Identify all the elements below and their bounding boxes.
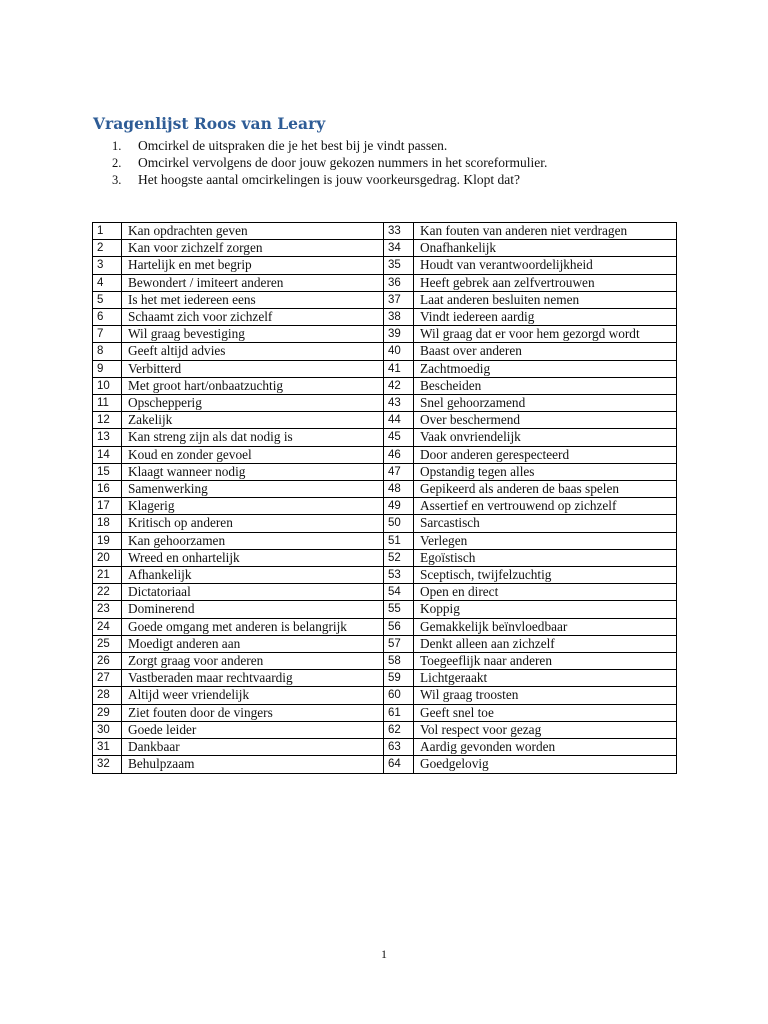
table-row [93,670,677,687]
table-row [93,412,677,429]
table-row [93,739,677,756]
right-statement-cell: Aardig gevonden worden [414,739,677,756]
right-number-cell: 38 [384,309,414,326]
left-number-cell: 11 [93,395,122,412]
right-statement-cell: Kan fouten van anderen niet verdragen [414,223,677,240]
right-statement-cell: Sceptisch, twijfelzuchtig [414,567,677,584]
right-statement-cell: Vaak onvriendelijk [414,429,677,446]
left-number-cell: 27 [93,670,122,687]
table-row [93,446,677,463]
right-statement-cell: Sarcastisch [414,515,677,532]
left-number-cell: 2 [93,240,122,257]
left-statement-cell: Zakelijk [122,412,384,429]
right-number-cell: 37 [384,291,414,308]
instruction-item [112,171,547,188]
left-statement-cell: Kritisch op anderen [122,515,384,532]
right-number-cell: 45 [384,429,414,446]
table-row [93,343,677,360]
left-statement-cell: Met groot hart/onbaatzuchtig [122,377,384,394]
right-number-cell: 48 [384,481,414,498]
table-row [93,567,677,584]
table-row [93,601,677,618]
instruction-number: 2. [112,156,122,170]
left-statement-cell: Altijd weer vriendelijk [122,687,384,704]
right-statement-cell: Assertief en vertrouwend op zichzelf [414,498,677,515]
right-statement-cell: Gemakkelijk beïnvloedbaar [414,618,677,635]
right-number-cell: 39 [384,326,414,343]
instructions-list [112,137,547,188]
instruction-number: 3. [112,173,122,187]
right-number-cell: 53 [384,567,414,584]
table-row [93,274,677,291]
right-number-cell: 56 [384,618,414,635]
left-number-cell: 4 [93,274,122,291]
table-row [93,395,677,412]
left-statement-cell: Kan opdrachten geven [122,223,384,240]
right-number-cell: 47 [384,463,414,480]
right-number-cell: 61 [384,704,414,721]
right-number-cell: 34 [384,240,414,257]
left-statement-cell: Goede omgang met anderen is belangrijk [122,618,384,635]
table-row [93,721,677,738]
statements-table-body [93,223,677,774]
left-number-cell: 20 [93,549,122,566]
left-statement-cell: Wreed en onhartelijk [122,549,384,566]
right-statement-cell: Vol respect voor gezag [414,721,677,738]
left-number-cell: 24 [93,618,122,635]
left-statement-cell: Kan voor zichzelf zorgen [122,240,384,257]
table-row [93,223,677,240]
right-number-cell: 59 [384,670,414,687]
table-row [93,756,677,773]
right-statement-cell: Lichtgeraakt [414,670,677,687]
right-number-cell: 50 [384,515,414,532]
left-number-cell: 5 [93,291,122,308]
right-statement-cell: Over beschermend [414,412,677,429]
right-statement-cell: Onafhankelijk [414,240,677,257]
table-row [93,326,677,343]
table-row [93,463,677,480]
right-statement-cell: Zachtmoedig [414,360,677,377]
right-statement-cell: Wil graag dat er voor hem gezorgd wordt [414,326,677,343]
left-number-cell: 19 [93,532,122,549]
left-statement-cell: Moedigt anderen aan [122,635,384,652]
left-number-cell: 30 [93,721,122,738]
right-number-cell: 62 [384,721,414,738]
left-statement-cell: Klagerig [122,498,384,515]
right-statement-cell: Goedgelovig [414,756,677,773]
left-statement-cell: Zorgt graag voor anderen [122,653,384,670]
right-number-cell: 46 [384,446,414,463]
left-statement-cell: Koud en zonder gevoel [122,446,384,463]
left-number-cell: 16 [93,481,122,498]
left-number-cell: 26 [93,653,122,670]
right-number-cell: 49 [384,498,414,515]
table-row [93,481,677,498]
right-number-cell: 35 [384,257,414,274]
right-number-cell: 60 [384,687,414,704]
instruction-item [112,154,547,171]
table-row [93,240,677,257]
left-statement-cell: Samenwerking [122,481,384,498]
right-statement-cell: Door anderen gerespecteerd [414,446,677,463]
right-statement-cell: Bescheiden [414,377,677,394]
table-row [93,584,677,601]
right-number-cell: 55 [384,601,414,618]
right-statement-cell: Open en direct [414,584,677,601]
instruction-text: Het hoogste aantal omcirkelingen is jouw voorkeursgedrag. Klopt dat? [138,172,521,187]
left-statement-cell: Wil graag bevestiging [122,326,384,343]
right-number-cell: 64 [384,756,414,773]
instruction-item [112,137,547,154]
statements-table [92,222,677,774]
table-row [93,309,677,326]
left-number-cell: 8 [93,343,122,360]
table-row [93,515,677,532]
left-number-cell: 18 [93,515,122,532]
left-number-cell: 31 [93,739,122,756]
right-statement-cell: Verlegen [414,532,677,549]
left-number-cell: 9 [93,360,122,377]
left-statement-cell: Goede leider [122,721,384,738]
left-number-cell: 29 [93,704,122,721]
page-title: Vragenlijst Roos van Leary [93,114,326,133]
left-statement-cell: Ziet fouten door de vingers [122,704,384,721]
table-row [93,653,677,670]
left-statement-cell: Behulpzaam [122,756,384,773]
left-statement-cell: Dominerend [122,601,384,618]
right-statement-cell: Opstandig tegen alles [414,463,677,480]
right-statement-cell: Houdt van verantwoordelijkheid [414,257,677,274]
right-number-cell: 36 [384,274,414,291]
left-statement-cell: Opschepperig [122,395,384,412]
left-statement-cell: Dankbaar [122,739,384,756]
left-statement-cell: Is het met iedereen eens [122,291,384,308]
table-row [93,635,677,652]
left-number-cell: 15 [93,463,122,480]
left-statement-cell: Kan gehoorzamen [122,532,384,549]
right-statement-cell: Toegeeflijk naar anderen [414,653,677,670]
table-row [93,498,677,515]
right-statement-cell: Wil graag troosten [414,687,677,704]
left-number-cell: 10 [93,377,122,394]
left-number-cell: 32 [93,756,122,773]
table-row [93,687,677,704]
right-number-cell: 42 [384,377,414,394]
instruction-number: 1. [112,139,122,153]
table-row [93,257,677,274]
table-row [93,532,677,549]
right-statement-cell: Gepikeerd als anderen de baas spelen [414,481,677,498]
right-statement-cell: Laat anderen besluiten nemen [414,291,677,308]
right-statement-cell: Snel gehoorzamend [414,395,677,412]
left-statement-cell: Afhankelijk [122,567,384,584]
left-number-cell: 25 [93,635,122,652]
table-row [93,618,677,635]
left-number-cell: 7 [93,326,122,343]
left-number-cell: 6 [93,309,122,326]
left-number-cell: 12 [93,412,122,429]
table-row [93,549,677,566]
left-number-cell: 1 [93,223,122,240]
left-number-cell: 28 [93,687,122,704]
right-statement-cell: Egoïstisch [414,549,677,566]
left-statement-cell: Bewondert / imiteert anderen [122,274,384,291]
left-statement-cell: Vastberaden maar rechtvaardig [122,670,384,687]
right-number-cell: 33 [384,223,414,240]
page-number: 1 [381,947,387,961]
left-number-cell: 17 [93,498,122,515]
left-number-cell: 23 [93,601,122,618]
instruction-text: Omcirkel vervolgens de door jouw gekozen nummers in het scoreformulier. [138,155,548,170]
right-statement-cell: Koppig [414,601,677,618]
right-number-cell: 52 [384,549,414,566]
left-number-cell: 21 [93,567,122,584]
right-number-cell: 54 [384,584,414,601]
left-number-cell: 13 [93,429,122,446]
instruction-text: Omcirkel de uitspraken die je het best bij je vindt passen. [138,138,448,153]
right-number-cell: 57 [384,635,414,652]
table-row [93,704,677,721]
left-statement-cell: Hartelijk en met begrip [122,257,384,274]
right-statement-cell: Baast over anderen [414,343,677,360]
left-number-cell: 22 [93,584,122,601]
left-number-cell: 14 [93,446,122,463]
table-row [93,360,677,377]
table-row [93,291,677,308]
left-statement-cell: Geeft altijd advies [122,343,384,360]
left-statement-cell: Verbitterd [122,360,384,377]
right-number-cell: 40 [384,343,414,360]
right-number-cell: 43 [384,395,414,412]
right-number-cell: 44 [384,412,414,429]
left-statement-cell: Dictatoriaal [122,584,384,601]
right-statement-cell: Vindt iedereen aardig [414,309,677,326]
left-statement-cell: Klaagt wanneer nodig [122,463,384,480]
right-number-cell: 51 [384,532,414,549]
right-statement-cell: Denkt alleen aan zichzelf [414,635,677,652]
right-statement-cell: Geeft snel toe [414,704,677,721]
left-number-cell: 3 [93,257,122,274]
left-statement-cell: Kan streng zijn als dat nodig is [122,429,384,446]
right-statement-cell: Heeft gebrek aan zelfvertrouwen [414,274,677,291]
left-statement-cell: Schaamt zich voor zichzelf [122,309,384,326]
right-number-cell: 58 [384,653,414,670]
table-row [93,429,677,446]
right-number-cell: 63 [384,739,414,756]
right-number-cell: 41 [384,360,414,377]
table-row [93,377,677,394]
